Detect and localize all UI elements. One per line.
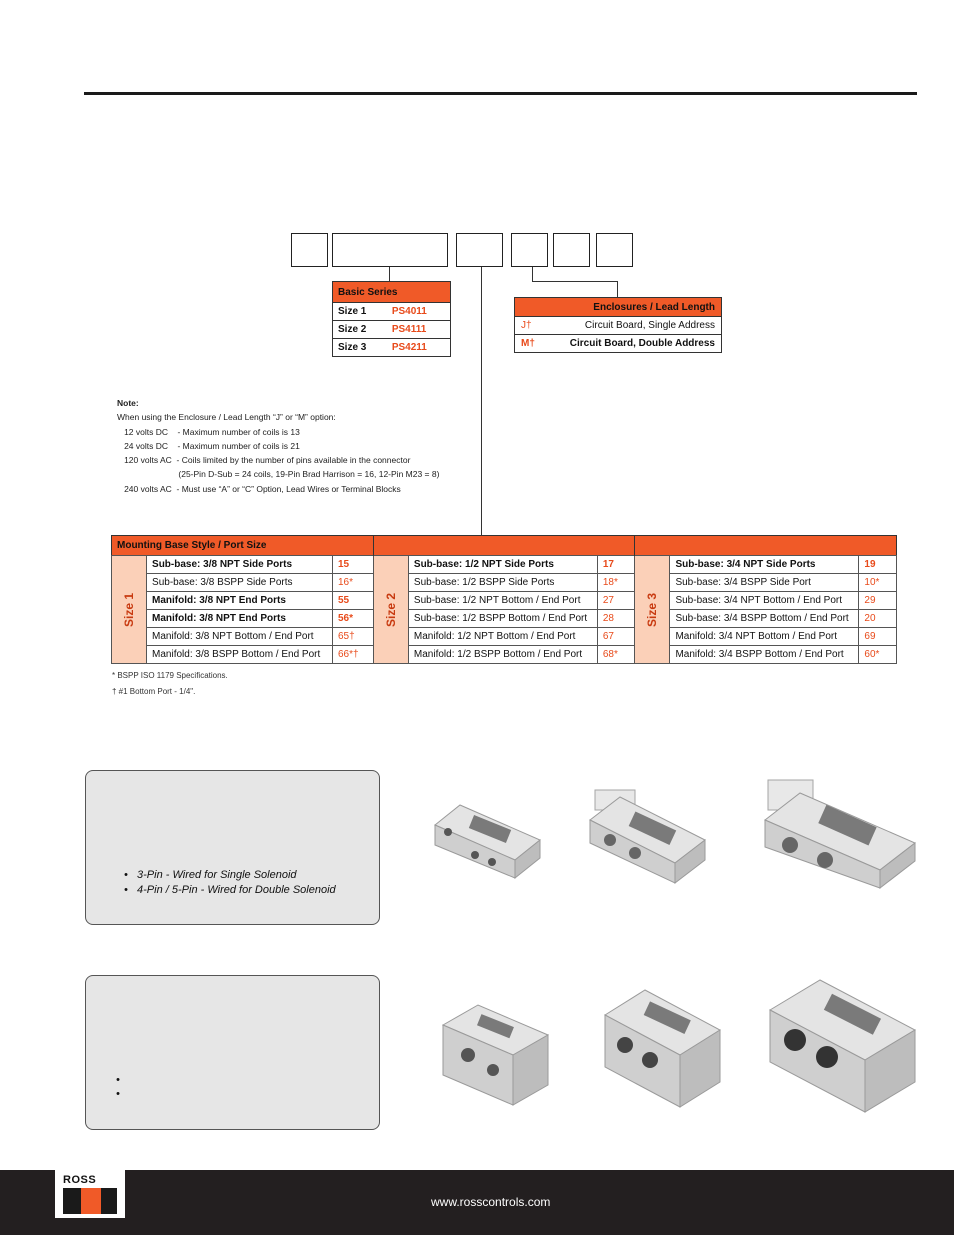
basic-series-table [332, 281, 451, 357]
note-line: 12 volts DC - Maximum number of coils is 13 [117, 426, 300, 437]
enclosure-desc: Circuit Board, Double Address [547, 335, 722, 353]
note-line: 120 volts AC - Coils limited by the number of pins available in the connector [117, 455, 411, 466]
enclosure-code: M† [515, 335, 548, 353]
base-desc: Manifold: 1/2 NPT Bottom / End Port [408, 628, 597, 646]
subbase-size2-image [585, 785, 710, 885]
note-block [117, 396, 439, 496]
base-code: 68* [597, 646, 635, 664]
base-desc: Sub-base: 1/2 NPT Bottom / End Port [408, 592, 597, 610]
base-desc: Sub-base: 3/4 NPT Side Ports [670, 556, 859, 574]
base-desc: Manifold: 3/8 NPT End Ports [147, 592, 333, 610]
enclosures-title: Enclosures / Lead Length [515, 298, 722, 317]
manifold-size2-image [600, 985, 725, 1110]
code-box-3 [456, 233, 503, 267]
base-code: 28 [597, 610, 635, 628]
connector-line [532, 281, 617, 282]
table-row [112, 556, 897, 574]
ross-logo[interactable] [55, 1170, 125, 1218]
connector-info-box [85, 770, 380, 925]
footnote: † #1 Bottom Port - 1/4". [112, 687, 196, 696]
table-row [112, 592, 897, 610]
connector-line [617, 281, 618, 297]
base-code: 17 [597, 556, 635, 574]
base-code: 19 [859, 556, 897, 574]
note-intro: When using the Enclosure / Lead Length “J” or “M” option: [117, 412, 336, 423]
manifold-size3-image [765, 975, 920, 1115]
connector-line [389, 267, 390, 281]
footnote: * BSPP ISO 1179 Specifications. [112, 671, 228, 680]
base-code: 55 [332, 592, 373, 610]
note-title: Note: [117, 398, 139, 408]
bullet-item: • [116, 1088, 120, 1100]
base-desc: Sub-base: 1/2 BSPP Bottom / End Port [408, 610, 597, 628]
series-code: PS4211 [387, 339, 451, 357]
size-label: Size 2 [333, 321, 387, 339]
base-desc: Manifold: 3/8 BSPP Bottom / End Port [147, 646, 333, 664]
base-code: 69 [859, 628, 897, 646]
base-info-box [85, 975, 380, 1130]
base-code: 29 [859, 592, 897, 610]
table-row [333, 321, 451, 339]
base-code: 18* [597, 574, 635, 592]
note-line: (25-Pin D-Sub = 24 coils, 19-Pin Brad Harrison = 16, 12-Pin M23 = 8) [117, 469, 440, 480]
connector-line [532, 267, 533, 281]
base-desc: Manifold: 1/2 BSPP Bottom / End Port [408, 646, 597, 664]
code-box-6 [596, 233, 633, 267]
size-label: Size 1 [333, 303, 387, 321]
base-desc: Sub-base: 3/4 NPT Bottom / End Port [670, 592, 859, 610]
manifold-size1-image [438, 1000, 553, 1110]
base-desc: Manifold: 3/8 NPT Bottom / End Port [147, 628, 333, 646]
code-box-4 [511, 233, 548, 267]
base-code: 16* [332, 574, 373, 592]
base-code: 56* [332, 610, 373, 628]
subbase-size3-image [760, 775, 920, 890]
base-code: 66*† [332, 646, 373, 664]
base-code: 60* [859, 646, 897, 664]
series-code: PS4011 [387, 303, 451, 321]
series-code: PS4111 [387, 321, 451, 339]
header-cell [635, 536, 897, 556]
enclosure-desc: Circuit Board, Single Address [547, 317, 722, 335]
base-desc: Sub-base: 1/2 NPT Side Ports [408, 556, 597, 574]
basic-series-title: Basic Series [333, 282, 451, 303]
base-desc: Sub-base: 3/4 BSPP Side Port [670, 574, 859, 592]
table-row [333, 339, 451, 357]
base-code: 65† [332, 628, 373, 646]
table-row [112, 628, 897, 646]
note-line: 24 volts DC - Maximum number of coils is 21 [117, 440, 300, 451]
base-code: 67 [597, 628, 635, 646]
note-line: 240 volts AC - Must use “A” or “C” Option, Lead Wires or Terminal Blocks [117, 483, 401, 494]
footer-url[interactable]: www.rosscontrols.com [431, 1195, 551, 1209]
connector-line [481, 267, 482, 535]
base-desc: Manifold: 3/4 NPT Bottom / End Port [670, 628, 859, 646]
base-desc: Sub-base: 1/2 BSPP Side Ports [408, 574, 597, 592]
base-desc: Manifold: 3/4 BSPP Bottom / End Port [670, 646, 859, 664]
subbase-size1-image [430, 800, 545, 880]
table-row [112, 610, 897, 628]
base-desc: Sub-base: 3/4 BSPP Bottom / End Port [670, 610, 859, 628]
size-band-1: Size 1 [112, 556, 147, 664]
logo-mark-icon [63, 1188, 117, 1214]
bullet-item: • [116, 1074, 120, 1086]
base-desc: Manifold: 3/8 NPT End Ports [147, 610, 333, 628]
logo-text: ROSS [63, 1174, 97, 1186]
mounting-base-table [111, 535, 897, 664]
base-desc: Sub-base: 3/8 BSPP Side Ports [147, 574, 333, 592]
enclosures-table [514, 297, 722, 353]
bullet-item: • 4-Pin / 5-Pin - Wired for Double Solenoid [124, 884, 336, 896]
base-desc: Sub-base: 3/8 NPT Side Ports [147, 556, 333, 574]
size-band-2: Size 2 [373, 556, 408, 664]
base-code: 15 [332, 556, 373, 574]
table-row [515, 317, 722, 335]
base-code: 27 [597, 592, 635, 610]
base-code: 10* [859, 574, 897, 592]
header-cell [373, 536, 635, 556]
table-row [112, 574, 897, 592]
size-label: Size 3 [333, 339, 387, 357]
enclosure-code: J† [515, 317, 548, 335]
table-row [515, 335, 722, 353]
table-row [333, 303, 451, 321]
bullet-item: • 3-Pin - Wired for Single Solenoid [124, 869, 297, 881]
table-row [112, 646, 897, 664]
code-box-2 [332, 233, 448, 267]
code-box-1 [291, 233, 328, 267]
size-band-3: Size 3 [635, 556, 670, 664]
header-rule [84, 92, 917, 95]
base-code: 20 [859, 610, 897, 628]
code-box-5 [553, 233, 590, 267]
mounting-title: Mounting Base Style / Port Size [112, 536, 374, 556]
